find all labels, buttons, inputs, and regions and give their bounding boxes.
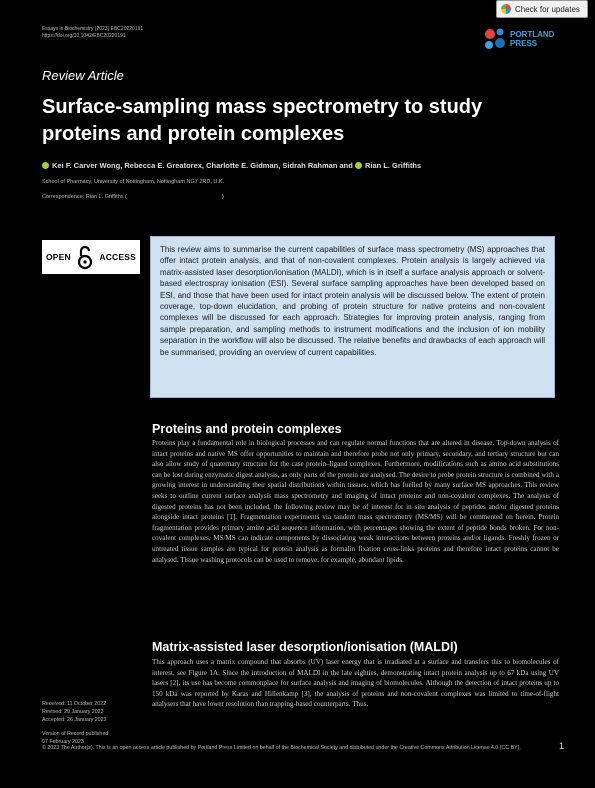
open-access-right: ACCESS: [99, 252, 136, 262]
date-accepted: Accepted: 26 January 2023: [42, 717, 107, 723]
correspondence: [42, 194, 224, 200]
author-name: Kei F. Carver Wong: [52, 161, 121, 170]
correspondence-close: ): [221, 194, 224, 200]
abstract-box: This review aims to summarise the current capabilities of surface mass spectrometry (MS) approaches that offer intact protein analysis, and that of non-covalent complexes. Protein analysis is largely achieved via matrix-assisted laser desorption/ionisation (MALDI), which is in itself a surface analysis approach or solvent-based electrospray ionisation (ESI). Several surface sampling approaches have been developed based on ESI, and those that have been used for intact protein analysis will be discussed below. The extent of protein coverage, top-down elucidation, and probing of protein structure for native proteins and non-covalent complexes will be discussed for each approach. Strategies for improving protein analysis, ranging from sample preparation, and sampling methods to instrument modifications and the inclusion of ion mobility separation in the workflow will also be discussed. The relative benefits and drawbacks of each approach will be summarised, providing an overview of current capabilities.: [150, 236, 555, 398]
author-name: Sidrah Rahman and: [282, 161, 353, 170]
orcid-icon[interactable]: [42, 162, 49, 169]
publisher-logo: [482, 24, 572, 54]
publisher-name-2: PRESS: [510, 39, 538, 48]
section-body: Proteins play a fundamental role in biological processes and can regulate normal functions that are altered in disease. Top-down analysis of intact proteins and native MS offer opportunities to maintain and therefore probe not only primary, secondary, and tertiary structure but can also allow study of quaternary structure for the case protein–ligand complexes. Furthermore, modifications such as amino acid substitutions can be lost during enzymatic digest analysis, as only parts of the protein are analysed. The desire to probe protein structure is combined with a growing interest in understanding their spatial distributions within tissues, which has fuelled by many surface MS approaches. This review seeks to outline current surface analysis mass spectrometry and imaging of intact proteins and non-covalent complexes. The analysis of digested proteins has not been included, the following review may be of interest for in situ analysis of peptides and/or digested proteins alongside intact proteins [1]. Fragmentation experiments via tandem mass spectrometry (MS/MS) will be commented on herein. Protein fragmentation provides primary amino acid sequence information, with percentages showing the extent of peptide bonds broken. For non-covalent complexes, MS/MS can indicate components by dissociating weak interactions between proteins and/or ligands. Freshly frozen or untreated tissue samples are typical for protein analysis as formalin fixation cross-links proteins and therefore intact proteins cannot be analysed. Tissue washing protocols can be used to remove, for example, abundant lipids.: [152, 439, 559, 564]
open-lock-icon: [77, 244, 93, 270]
check-for-updates-button[interactable]: [496, 0, 588, 18]
section-heading: Matrix-assisted laser desorption/ionisation (MALDI): [152, 640, 458, 654]
open-access-left: OPEN: [46, 252, 71, 262]
check-updates-label: Check for updates: [515, 4, 580, 14]
license-text: © 2023 The Author(s). This is an open access article published by Portland Press Limited on behalf of the Biochemical Society and distributed under the Creative Commons Attribution License 4.0 (CC BY).: [42, 745, 521, 751]
open-access-badge: [42, 240, 140, 274]
portland-dots-icon: [482, 26, 508, 52]
article-title: Surface-sampling mass spectrometry to study proteins and protein complexes: [42, 96, 483, 145]
version-label: Version of Record published:: [42, 731, 110, 737]
author-name: Rian L. Griffiths: [364, 161, 422, 170]
publisher-name-1: PORTLAND: [510, 30, 555, 39]
page-number: 1: [559, 741, 565, 751]
journal-doi[interactable]: https://doi.org/10.1042/EBC20220191: [42, 33, 126, 39]
article-dates: [42, 700, 137, 746]
article-type: Review Article: [42, 68, 124, 83]
version-date: 07 February 2023: [42, 739, 84, 745]
correspondence-label: Correspondence: Rian L. Griffiths (: [42, 194, 127, 200]
author-list: Kei F. Carver Wong, Rebecca E. Greatorex, Charlotte E. Gidman, Sidrah Rahman and Rian L. Griffiths: [42, 161, 562, 170]
orcid-icon[interactable]: [355, 162, 362, 169]
author-name: Charlotte E. Gidman,: [206, 161, 281, 170]
journal-citation: Essays in Biochemistry (2023) EBC20220191: [42, 26, 144, 32]
author-name: Rebecca E. Greatorex,: [124, 161, 205, 170]
date-revised: Revised: 20 January 2023: [42, 709, 104, 715]
section-heading: Proteins and protein complexes: [152, 422, 342, 436]
crossmark-icon: [501, 4, 511, 14]
affiliation: School of Pharmacy, University of Nottingham, Nottingham NG7 2RD, U.K.: [42, 179, 225, 185]
date-received: Received: 11 October 2022: [42, 701, 107, 707]
section-body: This approach uses a matrix compound that absorbs (UV) laser energy that is irradiated at a surface and transfers this to biomolecules of interest, see Figure 1A. Since the introduction of MALDI in the late eighties, demonstrating intact protein analysis up to 67 kDa using UV lasers [2], its use has become commonplace for surface analysis and imaging of biomolecules. Although the detection of intact proteins up to 150 kDa was reported by Karas and Hillenkamp [3], the analysis of proteins and non-covalent complexes was limited to time-of-flight analysers that have lower resolution than trapping-based counterparts. Thus,: [152, 658, 559, 709]
